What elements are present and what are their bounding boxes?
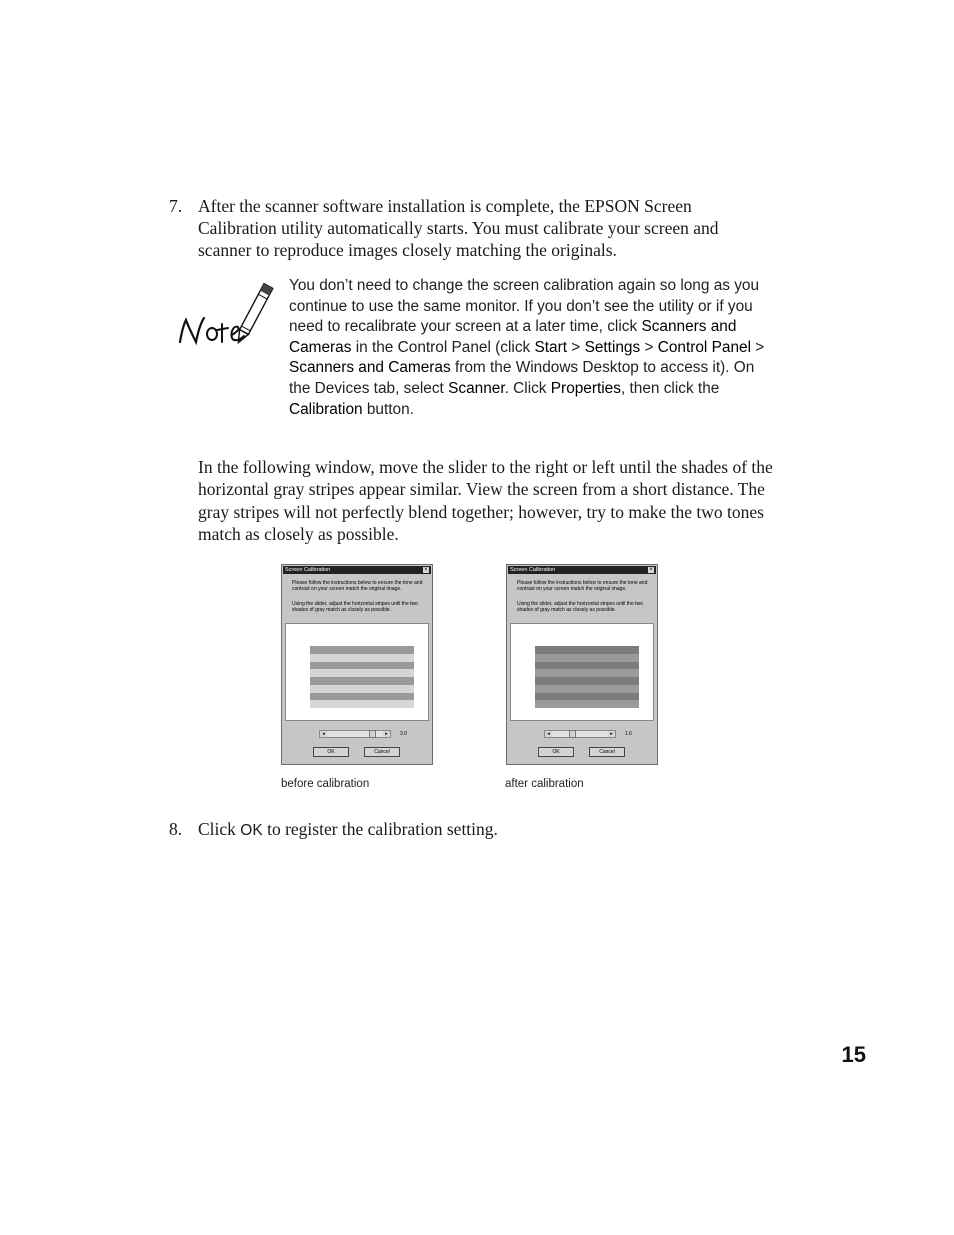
gray-stripe: [535, 646, 639, 654]
note-text-part: from the Windows Desktop to access it). On the Devices tab, select: [289, 359, 755, 397]
gray-stripes: [310, 646, 414, 708]
note-text-part: in the Control Panel (click: [351, 338, 535, 356]
slider-left-arrow-icon[interactable]: ◂: [320, 731, 327, 737]
close-icon[interactable]: ×: [424, 567, 428, 573]
ui-term: Properties: [550, 379, 621, 397]
step-number: 8.: [169, 819, 183, 839]
slider-right-arrow-icon[interactable]: ▸: [608, 731, 615, 737]
caption-after: after calibration: [505, 778, 584, 790]
gray-stripe: [535, 685, 639, 693]
ok-button[interactable]: OK: [313, 747, 349, 757]
gray-stripe: [535, 677, 639, 685]
slider-value: 1.6: [625, 731, 632, 737]
gray-stripe: [310, 669, 414, 677]
gray-stripe: [310, 700, 414, 708]
gray-stripe: [310, 646, 414, 654]
step-text-part: to register the calibration setting.: [262, 819, 498, 839]
step-7: [169, 195, 769, 265]
calibration-dialog-before: [281, 564, 433, 765]
dialog-titlebar: [508, 566, 656, 574]
gray-stripe: [310, 654, 414, 662]
stripe-preview: [510, 623, 654, 721]
ui-term: Scanners and Cameras: [289, 359, 451, 377]
slider-thumb[interactable]: [569, 730, 576, 738]
note-text-part: >: [640, 338, 658, 356]
dialog-instruction-2: Using the slider, adjust the horizontal stripes until the two shades of gray match as closely as possible.: [292, 601, 418, 614]
gray-stripe: [535, 693, 639, 701]
step-8: [169, 818, 769, 842]
gray-stripe: [535, 654, 639, 662]
ui-term: Settings: [584, 338, 641, 356]
dialog-title: Screen Calibration: [285, 567, 331, 573]
step-text: [198, 818, 768, 842]
calibration-slider[interactable]: [544, 730, 616, 738]
caption-before: before calibration: [281, 778, 370, 790]
dialog-title: Screen Calibration: [510, 567, 556, 573]
gray-stripe: [310, 677, 414, 685]
gray-stripe: [310, 693, 414, 701]
instruction-paragraph: In the following window, move the slider to the right or left until the shades of the horizontal gray stripes appear similar. View the screen from a short distance. The gray stripes will not perfectly blend together; however, try to make the two tones match as closely as possible.: [198, 457, 773, 544]
slider-value: 3.0: [400, 731, 407, 737]
ui-term: Calibration: [289, 400, 363, 418]
step-text-part: Click: [198, 819, 241, 839]
slider-thumb[interactable]: [369, 730, 376, 738]
note-text-part: , then click the: [620, 379, 720, 397]
ui-term: Control Panel: [657, 338, 751, 356]
cancel-button[interactable]: Cancel: [364, 747, 400, 757]
gray-stripe: [310, 685, 414, 693]
note-pencil-icon: [174, 280, 278, 348]
note-text-part: >: [567, 338, 585, 356]
note-text-part: You don’t need to change the screen calibration again so long as you continue to use the same monitor. If you don’t see the utility or if you need to recalibrate your screen at a later time, click: [289, 277, 760, 336]
slider-right-arrow-icon[interactable]: ▸: [383, 731, 390, 737]
step-number: 7.: [169, 196, 183, 216]
slider-left-arrow-icon[interactable]: ◂: [545, 731, 552, 737]
gray-stripe: [310, 662, 414, 670]
note-text-part: button.: [362, 400, 414, 418]
gray-stripe: [535, 700, 639, 708]
stripe-preview: [285, 623, 429, 721]
dialog-instruction-1: Please follow the instructions below to ensure the tone and contrast on your screen match the original image.: [517, 580, 648, 593]
page-number: 15: [841, 1042, 866, 1067]
step-text: After the scanner software installation is complete, the EPSON Screen Calibration utility automatically starts. You must calibrate your screen and scanner to reproduce images closely matching the originals.: [198, 196, 719, 260]
note-text-part: . Click: [504, 379, 551, 397]
calibration-slider[interactable]: [319, 730, 391, 738]
note-text: [289, 276, 779, 420]
gray-stripe: [535, 669, 639, 677]
calibration-dialog-after: [506, 564, 658, 765]
ok-label: OK: [240, 822, 263, 839]
dialog-instruction-2: Using the slider, adjust the horizontal stripes until the two shades of gray match as closely as possible.: [517, 601, 643, 614]
gray-stripes: [535, 646, 639, 708]
ui-term: Scanners and Cameras: [289, 318, 737, 356]
ui-term: Scanner: [448, 379, 505, 397]
dialog-instruction-1: Please follow the instructions below to ensure the tone and contrast on your screen match the original image.: [292, 580, 423, 593]
close-icon[interactable]: ×: [649, 567, 653, 573]
gray-stripe: [535, 662, 639, 670]
dialog-titlebar: [283, 566, 431, 574]
note-text-part: >: [751, 338, 765, 356]
ui-term: Start: [534, 338, 568, 356]
ok-button[interactable]: OK: [538, 747, 574, 757]
cancel-button[interactable]: Cancel: [589, 747, 625, 757]
